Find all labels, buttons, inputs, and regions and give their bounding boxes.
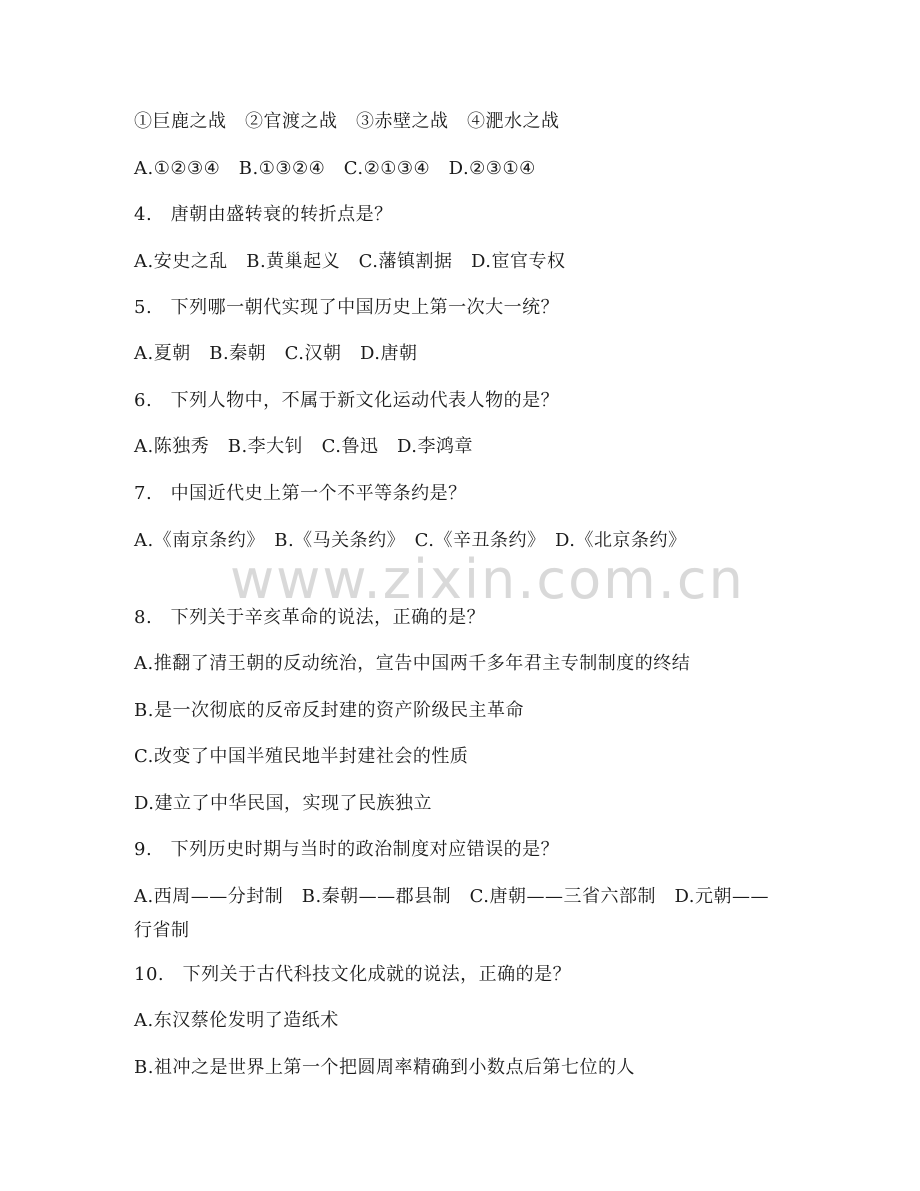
q3-options: A.①②③④ B.①③②④ C.②①③④ D.②③①④: [134, 158, 536, 179]
q5-options: A.夏朝 B.秦朝 C.汉朝 D.唐朝: [134, 343, 418, 364]
q8-option-a: A.推翻了清王朝的反动统治，宣告中国两千多年君主专制制度的终结: [134, 653, 691, 674]
q10-option-b: B.祖冲之是世界上第一个把圆周率精确到小数点后第七位的人: [134, 1057, 635, 1078]
q6-options: A.陈独秀 B.李大钊 C.鲁迅 D.李鸿章: [134, 436, 474, 457]
q6-question: 6. 下列人物中，不属于新文化运动代表人物的是？: [134, 390, 560, 411]
watermark: www.zixin.com.cn: [230, 548, 745, 611]
q8-question: 8. 下列关于辛亥革命的说法，正确的是？: [134, 607, 486, 628]
q10-question: 10. 下列关于古代科技文化成就的说法，正确的是？: [134, 964, 572, 985]
q7-question: 7. 中国近代史上第一个不平等条约是？: [134, 483, 467, 504]
q8-option-b: B.是一次彻底的反帝反封建的资产阶级民主革命: [134, 700, 524, 721]
q8-option-d: D.建立了中华民国，实现了民族独立: [134, 793, 433, 814]
q4-question: 4. 唐朝由盛转衰的转折点是？: [134, 204, 393, 225]
q5-question: 5. 下列哪一朝代实现了中国历史上第一次大一统？: [134, 297, 560, 318]
q10-option-a: A.东汉蔡伦发明了造纸术: [134, 1010, 339, 1031]
q9-question: 9. 下列历史时期与当时的政治制度对应错误的是？: [134, 839, 560, 860]
q4-options: A.安史之乱 B.黄巢起义 C.藩镇割据 D.宦官专权: [134, 251, 566, 272]
q7-options: A.《南京条约》 B.《马关条约》 C.《辛丑条约》 D.《北京条约》: [134, 530, 687, 551]
battle-list: ①巨鹿之战 ②官渡之战 ③赤壁之战 ④淝水之战: [134, 111, 560, 132]
q9-options: A.西周——分封制 B.秦朝——郡县制 C.唐朝——三省六部制 D.元朝——行省制: [134, 886, 770, 941]
q8-option-c: C.改变了中国半殖民地半封建社会的性质: [134, 746, 469, 767]
